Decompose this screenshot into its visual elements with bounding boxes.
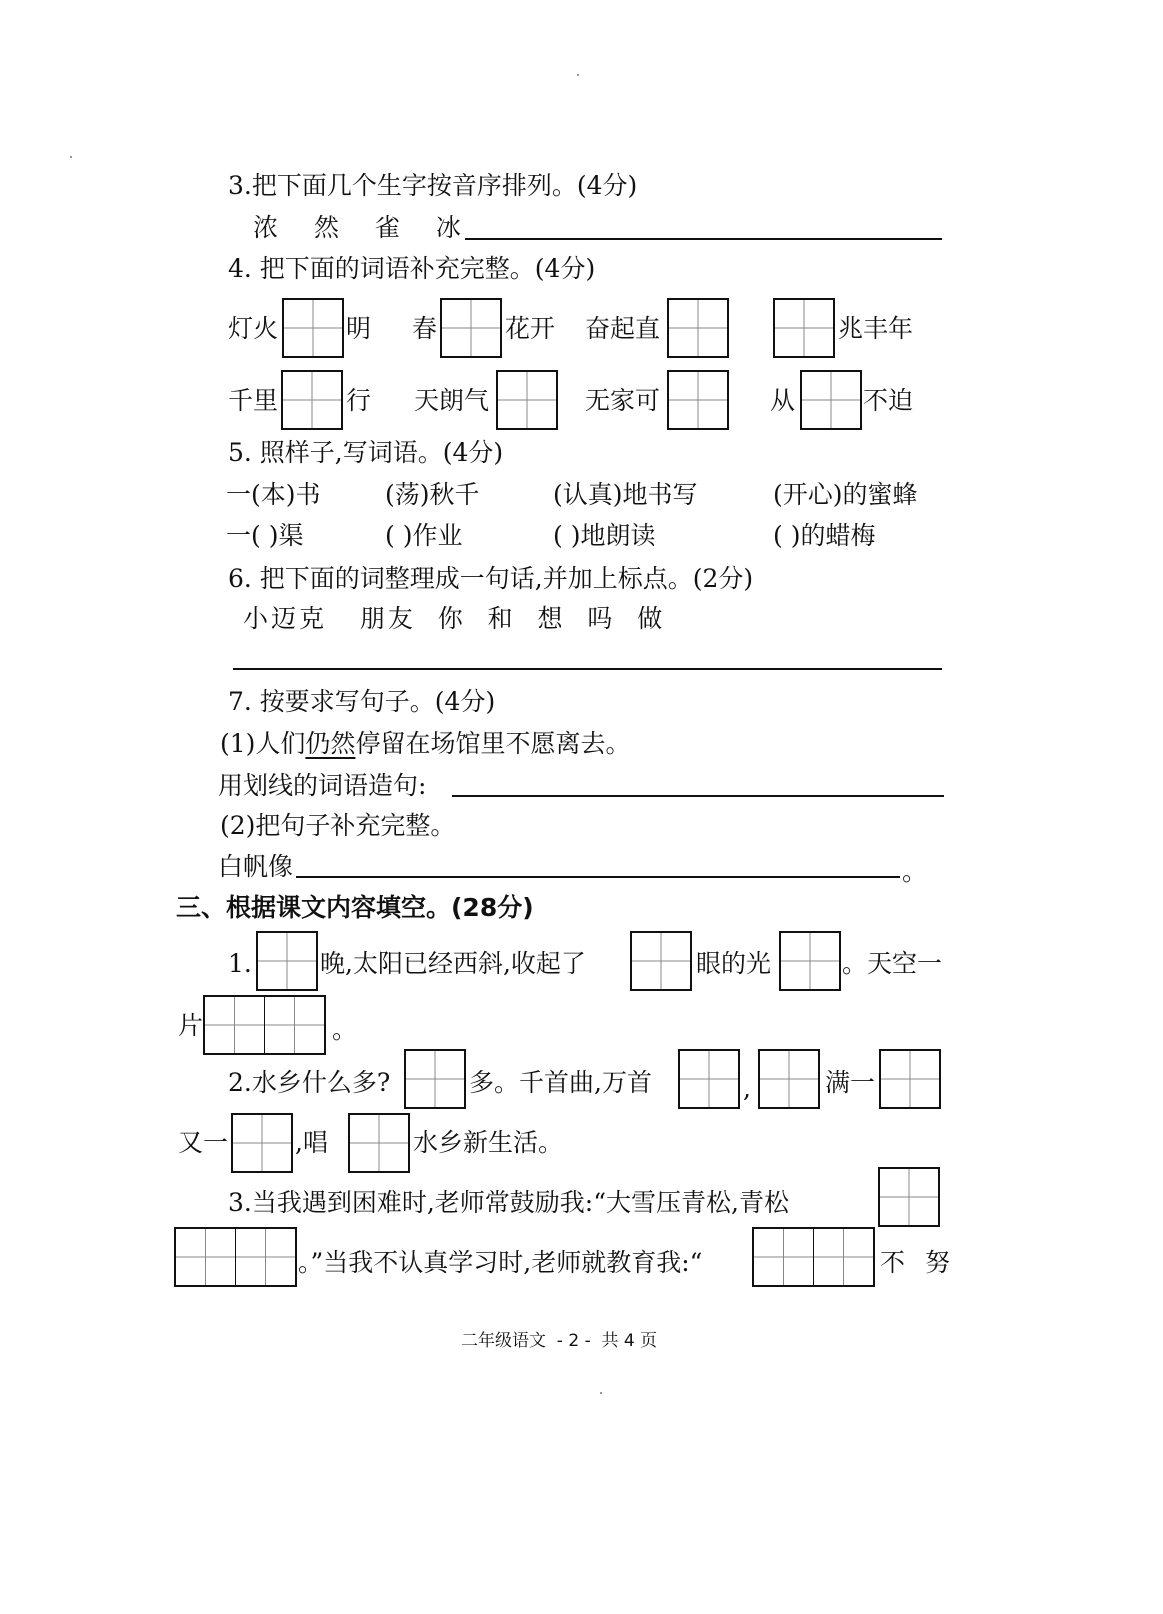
s3-l1-b: 晚,太阳已经西斜,收起了 [320,949,586,978]
q4-r1-word1: 灯火 [228,314,279,343]
q5-example-4: (开心)的蜜蜂 [773,480,918,509]
q4-r2-word1: 千里 [228,386,279,415]
q5-example-2: (荡)秋千 [385,480,480,509]
s3-l5-box1[interactable] [878,1167,940,1227]
q4-r2-box4[interactable] [800,370,862,430]
page-footer: 二年级语文 - 2 - 共 4 页 [461,1331,658,1351]
s3-l3-box3[interactable] [758,1049,820,1109]
q7-part2: (2)把句子补充完整。 [220,811,456,840]
q3-chars: 浓 然 雀 冰 [253,213,475,242]
s3-l4-b: ,唱 [295,1128,328,1157]
s3-l1-box2[interactable] [630,931,692,991]
s3-l6-box1[interactable] [174,1227,297,1287]
q7-part1-answer-line[interactable] [452,795,944,797]
s3-l1-a: 1. [228,949,252,978]
s3-l1-d: 。天空一 [842,949,943,978]
q4-r1-word5: 奋起直 [585,314,661,343]
s3-l4-box2[interactable] [348,1113,410,1173]
q7-title: 7. 按要求写句子。(4分) [228,687,496,716]
s3-l4-c: 水乡新生活。 [413,1128,564,1157]
q4-r1-box3[interactable] [667,298,729,358]
q4-r1-box4[interactable] [773,298,835,358]
q4-r1-box2[interactable] [440,298,502,358]
s3-l2-box1[interactable] [203,995,326,1055]
q6-answer-line[interactable] [233,668,942,670]
q4-r2-word6: 不迫 [863,386,914,415]
q7-part1-suffix: 停留在场馆里不愿离去。 [355,729,631,758]
q4-r2-word4: 无家可 [585,386,661,415]
q7-part1 [220,728,630,760]
q4-r2-word3: 天朗气 [414,386,490,415]
s3-l3-box2[interactable] [678,1049,740,1109]
s3-l4-a: 又一 [178,1128,229,1157]
q4-r2-word5: 从 [770,386,796,415]
q7-part2-end: 。 [902,857,928,886]
q7-part1-underlined: 仍然 [305,729,356,758]
q7-part2-answer-line[interactable] [296,876,900,878]
q4-r1-word6: 兆丰年 [838,314,914,343]
q3-title: 3.把下面几个生字按音序排列。(4分) [228,171,638,200]
q5-blank-3[interactable]: ( )地朗读 [553,521,656,550]
s3-l1-c: 眼的光 [696,949,772,978]
q5-example-3: (认真)地书写 [553,480,698,509]
s3-l6-b: 不 努 [880,1248,956,1277]
q5-blank-4[interactable]: ( )的蜡梅 [773,521,876,550]
q7-part1-prefix: (1)人们 [220,729,306,758]
q6-words: 小迈克 朋友 你 和 想 吗 做 [243,604,666,633]
s3-l4-box1[interactable] [231,1113,293,1173]
q6-title: 6. 把下面的词整理成一句话,并加上标点。(2分) [228,564,754,593]
q5-title: 5. 照样子,写词语。(4分) [228,438,504,467]
q4-r1-word2: 明 [346,314,372,343]
s3-l2-a: 片 [178,1011,204,1040]
q7-part2-start: 白帆像 [218,852,294,881]
s3-l1-box3[interactable] [779,931,841,991]
scan-speck [600,1392,602,1394]
q4-r2-box3[interactable] [667,370,729,430]
s3-l1-box1[interactable] [256,931,318,991]
s3-l6-box2[interactable] [752,1227,875,1287]
q5-blank-1[interactable]: 一( )渠 [226,521,304,550]
section3-title: 三、根据课文内容填空。(28分) [176,893,534,922]
q4-r2-box2[interactable] [496,370,558,430]
q5-example-1: 一(本)书 [226,480,321,509]
s3-l3-box4[interactable] [879,1049,941,1109]
s3-l3-b: 多。千首曲,万首 [469,1068,652,1097]
s3-l3-box1[interactable] [404,1049,466,1109]
q4-r1-box1[interactable] [282,298,344,358]
q4-r2-word2: 行 [346,386,372,415]
s3-l3-a: 2.水乡什么多? [228,1068,391,1097]
scan-speck [577,74,579,76]
q3-answer-line[interactable] [465,238,942,240]
q4-r2-box1[interactable] [281,370,343,430]
q4-r1-word3: 春 [412,314,438,343]
s3-l3-c: , [743,1074,751,1103]
s3-l2-b: 。 [332,1015,358,1044]
s3-l3-d: 满一 [825,1068,876,1097]
s3-l5-a: 3.当我遇到困难时,老师常鼓励我:“大雪压青松,青松 [228,1188,789,1217]
s3-l6-a: 。”当我不认真学习时,老师就教育我:“ [298,1248,703,1277]
q7-part1-prompt: 用划线的词语造句: [218,771,427,800]
scan-speck [70,156,72,158]
q4-title: 4. 把下面的词语补充完整。(4分) [228,254,596,283]
q5-blank-2[interactable]: ( )作业 [385,521,463,550]
q4-r1-word4: 花开 [505,314,556,343]
